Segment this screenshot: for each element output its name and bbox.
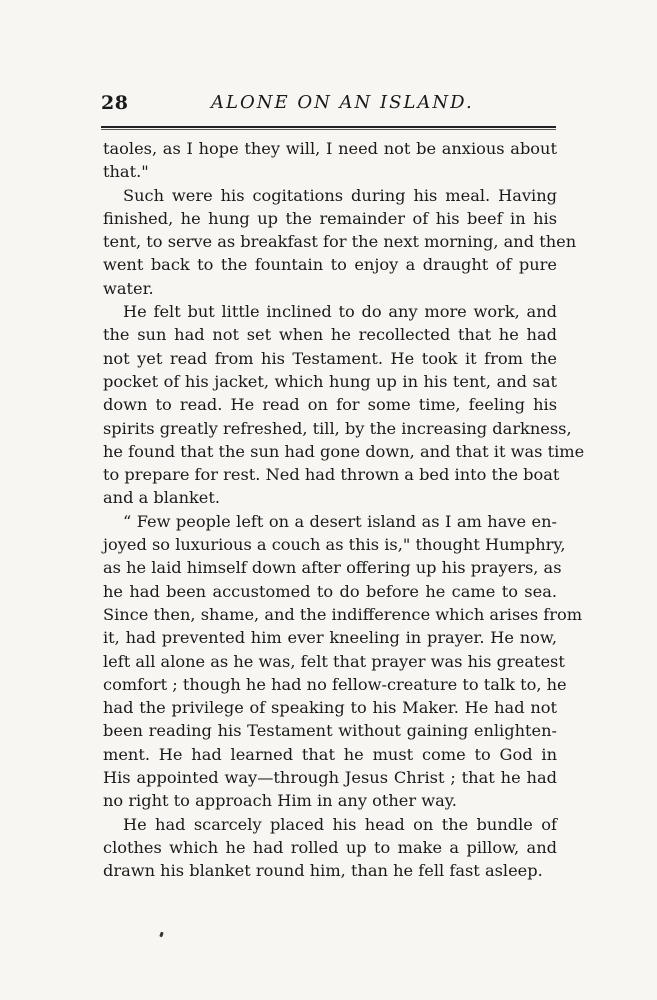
- header-rule: [101, 126, 556, 128]
- text-line: to prepare for rest. Ned had thrown a bed into the boat: [103, 465, 560, 485]
- text-line: pocket of his jacket, which hung up in his tent, and sat: [103, 371, 557, 391]
- text-line: that.": [103, 162, 149, 182]
- running-title: ALONE ON AN ISLAND.: [211, 92, 474, 113]
- text-line: the sun had not set when he recollected that he had: [103, 325, 557, 345]
- text-line: and a blanket.: [103, 488, 221, 508]
- text-line: drawn his blanket round him, than he fell fast asleep.: [103, 861, 543, 881]
- text-line: His appointed way—through Jesus Christ ; that he had: [103, 768, 557, 788]
- text-line: “ Few people left on a desert island as I am have en-: [123, 511, 557, 531]
- text-line: comfort ; though he had no fellow-creature to talk to, he: [103, 674, 567, 694]
- text-line: Such were his cogitations during his meal. Having: [123, 185, 557, 205]
- text-line: clothes which he had rolled up to make a pillow, and: [103, 837, 557, 857]
- text-line: left all alone as he was, felt that prayer was his greatest: [103, 651, 565, 671]
- text-line: spirits greatly refreshed, till, by the increasing darkness,: [103, 418, 572, 438]
- text-line: ment. He had learned that he must come to God in: [103, 744, 557, 764]
- text-line: he found that the sun had gone down, and that it was time: [103, 441, 585, 461]
- page-header: [101, 92, 556, 122]
- header-rule-thin: [101, 129, 556, 130]
- text-line: as he laid himself down after offering up his prayers, as: [103, 558, 562, 578]
- text-line: it, had prevented him ever kneeling in prayer. He now,: [103, 628, 557, 648]
- text-line: He felt but little inclined to do any more work, and: [123, 302, 557, 322]
- text-line: water.: [103, 278, 154, 298]
- text-line: tent, to serve as breakfast for the next morning, and then: [103, 232, 577, 252]
- text-line: no right to approach Him in any other way.: [103, 791, 457, 811]
- page-number: 28: [101, 92, 129, 114]
- text-line: finished, he hung up the remainder of his beef in his: [103, 208, 557, 228]
- ink-speck: [159, 932, 164, 938]
- text-line: He had scarcely placed his head on the bundle of: [123, 814, 557, 834]
- text-line: Since then, shame, and the indifference which arises from: [103, 604, 583, 624]
- text-line: not yet read from his Testament. He took it from the: [103, 348, 557, 368]
- text-line: went back to the fountain to enjoy a draught of pure: [103, 255, 557, 275]
- text-line: been reading his Testament without gaining enlighten-: [103, 721, 557, 741]
- text-line: taoles, as I hope they will, I need not be anxious about: [103, 139, 557, 158]
- text-line: he had been accustomed to do before he came to sea.: [103, 581, 557, 601]
- text-line: had the privilege of speaking to his Maker. He had not: [103, 698, 557, 718]
- text-line: joyed so luxurious a couch as this is," thought Humphry,: [103, 535, 566, 555]
- body-text: [103, 137, 585, 883]
- text-line: down to read. He read on for some time, feeling his: [103, 395, 557, 415]
